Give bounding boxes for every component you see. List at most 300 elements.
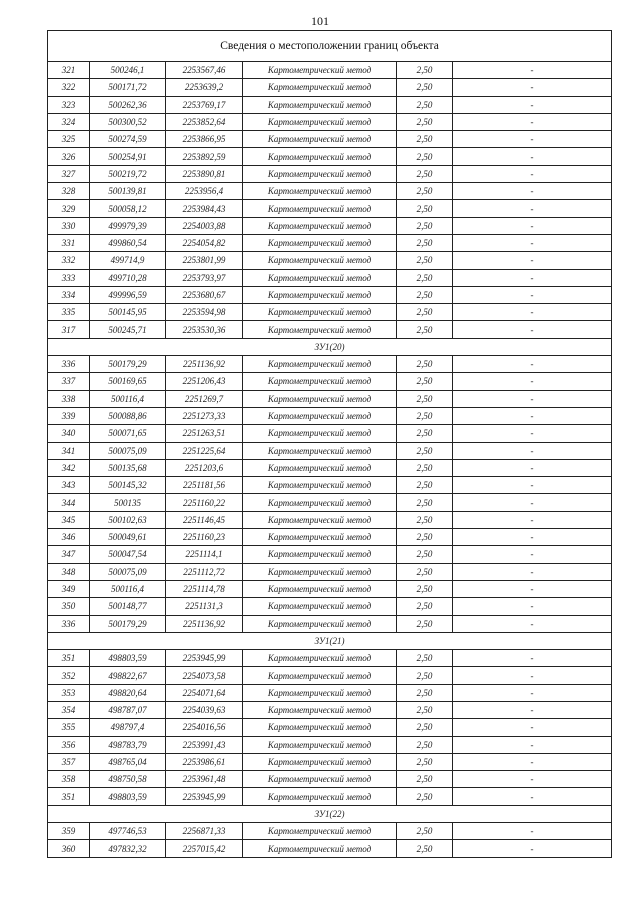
cell-precision: 2,50	[397, 598, 453, 615]
table-row	[48, 563, 612, 580]
cell-coord-x: 500145,95	[90, 304, 166, 321]
cell-precision: 2,50	[397, 390, 453, 407]
table-row	[48, 650, 612, 667]
cell-coord-x: 500179,29	[90, 615, 166, 632]
cell-description: -	[453, 442, 612, 459]
cell-coord-y: 2253892,59	[166, 148, 243, 165]
cell-precision: 2,50	[397, 580, 453, 597]
table-row	[48, 407, 612, 424]
cell-precision: 2,50	[397, 442, 453, 459]
cell-coord-x: 500139,81	[90, 183, 166, 200]
cell-coord-x: 498797,4	[90, 719, 166, 736]
cell-coord-x: 500219,72	[90, 165, 166, 182]
cell-description: -	[453, 356, 612, 373]
cell-description: -	[453, 304, 612, 321]
cell-precision: 2,50	[397, 269, 453, 286]
cell-description: -	[453, 269, 612, 286]
cell-precision: 2,50	[397, 234, 453, 251]
cell-description: -	[453, 840, 612, 857]
cell-description: -	[453, 234, 612, 251]
table-row	[48, 459, 612, 476]
table-row	[48, 200, 612, 217]
table-row	[48, 580, 612, 597]
cell-coord-x: 500116,4	[90, 580, 166, 597]
cell-coord-y: 2251160,22	[166, 494, 243, 511]
cell-coord-x: 500049,61	[90, 529, 166, 546]
table-row	[48, 511, 612, 528]
cell-coord-x: 500075,09	[90, 442, 166, 459]
cell-precision: 2,50	[397, 252, 453, 269]
cell-point-number: 343	[48, 477, 90, 494]
cell-point-number: 351	[48, 788, 90, 805]
cell-coord-x: 500274,59	[90, 131, 166, 148]
cell-description: -	[453, 407, 612, 424]
cell-precision: 2,50	[397, 200, 453, 217]
cell-coord-x: 500135,68	[90, 459, 166, 476]
cell-coord-x: 498803,59	[90, 788, 166, 805]
table-row	[48, 356, 612, 373]
cell-description: -	[453, 459, 612, 476]
cell-coord-y: 2254003,88	[166, 217, 243, 234]
table-body	[48, 31, 612, 858]
cell-description: -	[453, 131, 612, 148]
table-row	[48, 165, 612, 182]
cell-coord-y: 2251114,1	[166, 546, 243, 563]
cell-description: -	[453, 165, 612, 182]
cell-point-number: 323	[48, 96, 90, 113]
cell-point-number: 336	[48, 615, 90, 632]
cell-coord-y: 2253945,99	[166, 788, 243, 805]
cell-coord-x: 499714,9	[90, 252, 166, 269]
table-row	[48, 79, 612, 96]
cell-coord-x: 500262,36	[90, 96, 166, 113]
cell-method: Картометрический метод	[243, 407, 397, 424]
cell-description: -	[453, 390, 612, 407]
cell-coord-y: 2253801,99	[166, 252, 243, 269]
cell-coord-x: 498783,79	[90, 736, 166, 753]
cell-precision: 2,50	[397, 771, 453, 788]
table-row	[48, 234, 612, 251]
cell-description: -	[453, 113, 612, 130]
table-row	[48, 667, 612, 684]
cell-coord-y: 2251273,33	[166, 407, 243, 424]
cell-point-number: 331	[48, 234, 90, 251]
cell-precision: 2,50	[397, 753, 453, 770]
cell-precision: 2,50	[397, 719, 453, 736]
cell-method: Картометрический метод	[243, 183, 397, 200]
table-row	[48, 736, 612, 753]
cell-description: -	[453, 788, 612, 805]
cell-point-number: 329	[48, 200, 90, 217]
table-row	[48, 148, 612, 165]
cell-precision: 2,50	[397, 684, 453, 701]
section-title: ЗУ1(22)	[48, 805, 612, 822]
cell-coord-y: 2253594,98	[166, 304, 243, 321]
cell-description: -	[453, 148, 612, 165]
cell-method: Картометрический метод	[243, 788, 397, 805]
cell-precision: 2,50	[397, 667, 453, 684]
cell-point-number: 333	[48, 269, 90, 286]
table-row	[48, 131, 612, 148]
cell-coord-y: 2253530,36	[166, 321, 243, 338]
cell-description: -	[453, 580, 612, 597]
table-row	[48, 546, 612, 563]
cell-point-number: 341	[48, 442, 90, 459]
cell-precision: 2,50	[397, 529, 453, 546]
cell-coord-y: 2251263,51	[166, 425, 243, 442]
section-header-row	[48, 805, 612, 822]
cell-precision: 2,50	[397, 286, 453, 303]
cell-coord-y: 2253866,95	[166, 131, 243, 148]
cell-point-number: 345	[48, 511, 90, 528]
cell-method: Картометрический метод	[243, 165, 397, 182]
cell-description: -	[453, 684, 612, 701]
table-row	[48, 771, 612, 788]
cell-precision: 2,50	[397, 788, 453, 805]
cell-coord-y: 2251181,56	[166, 477, 243, 494]
cell-coord-x: 500075,09	[90, 563, 166, 580]
cell-coord-y: 2256871,33	[166, 823, 243, 840]
cell-method: Картометрический метод	[243, 269, 397, 286]
cell-point-number: 358	[48, 771, 90, 788]
table-row	[48, 183, 612, 200]
cell-description: -	[453, 425, 612, 442]
cell-point-number: 342	[48, 459, 90, 476]
table-row	[48, 62, 612, 79]
cell-description: -	[453, 494, 612, 511]
cell-point-number: 336	[48, 356, 90, 373]
cell-point-number: 350	[48, 598, 90, 615]
cell-coord-x: 500102,63	[90, 511, 166, 528]
table-row	[48, 321, 612, 338]
cell-coord-x: 500171,72	[90, 79, 166, 96]
cell-coord-y: 2253852,64	[166, 113, 243, 130]
cell-coord-y: 2251146,45	[166, 511, 243, 528]
cell-coord-y: 2253769,17	[166, 96, 243, 113]
table-row	[48, 494, 612, 511]
cell-coord-y: 2253961,48	[166, 771, 243, 788]
cell-point-number: 347	[48, 546, 90, 563]
cell-coord-y: 2251269,7	[166, 390, 243, 407]
cell-description: -	[453, 529, 612, 546]
cell-point-number: 344	[48, 494, 90, 511]
cell-coord-x: 499979,39	[90, 217, 166, 234]
cell-point-number: 351	[48, 650, 90, 667]
cell-coord-y: 2253639,2	[166, 79, 243, 96]
cell-method: Картометрический метод	[243, 667, 397, 684]
cell-description: -	[453, 62, 612, 79]
cell-point-number: 349	[48, 580, 90, 597]
cell-point-number: 326	[48, 148, 90, 165]
cell-method: Картометрический метод	[243, 217, 397, 234]
cell-description: -	[453, 96, 612, 113]
cell-coord-y: 2254039,63	[166, 701, 243, 718]
page-number: 101	[311, 14, 329, 28]
cell-method: Картометрический метод	[243, 563, 397, 580]
table-row	[48, 840, 612, 857]
cell-coord-y: 2251160,23	[166, 529, 243, 546]
table-row	[48, 390, 612, 407]
cell-coord-y: 2257015,42	[166, 840, 243, 857]
cell-method: Картометрический метод	[243, 79, 397, 96]
cell-coord-y: 2253890,81	[166, 165, 243, 182]
cell-method: Картометрический метод	[243, 200, 397, 217]
section-header-row	[48, 338, 612, 355]
cell-coord-y: 2251136,92	[166, 615, 243, 632]
cell-coord-x: 500058,12	[90, 200, 166, 217]
cell-description: -	[453, 719, 612, 736]
cell-precision: 2,50	[397, 183, 453, 200]
cell-method: Картометрический метод	[243, 286, 397, 303]
table-row	[48, 823, 612, 840]
cell-method: Картометрический метод	[243, 148, 397, 165]
cell-point-number: 353	[48, 684, 90, 701]
cell-coord-x: 500254,91	[90, 148, 166, 165]
cell-point-number: 330	[48, 217, 90, 234]
cell-coord-y: 2251206,43	[166, 373, 243, 390]
cell-coord-x: 499860,54	[90, 234, 166, 251]
cell-method: Картометрический метод	[243, 477, 397, 494]
cell-precision: 2,50	[397, 131, 453, 148]
cell-point-number: 356	[48, 736, 90, 753]
cell-method: Картометрический метод	[243, 356, 397, 373]
cell-precision: 2,50	[397, 425, 453, 442]
cell-coord-x: 500300,52	[90, 113, 166, 130]
cell-precision: 2,50	[397, 62, 453, 79]
table-row	[48, 373, 612, 390]
cell-precision: 2,50	[397, 546, 453, 563]
cell-coord-x: 500135	[90, 494, 166, 511]
cell-method: Картометрический метод	[243, 684, 397, 701]
cell-point-number: 337	[48, 373, 90, 390]
table-row	[48, 615, 612, 632]
cell-point-number: 352	[48, 667, 90, 684]
cell-description: -	[453, 771, 612, 788]
cell-coord-x: 498765,04	[90, 753, 166, 770]
cell-coord-x: 499710,28	[90, 269, 166, 286]
table-row	[48, 719, 612, 736]
table-title: Сведения о местоположении границ объекта	[48, 31, 612, 62]
cell-point-number: 334	[48, 286, 90, 303]
cell-coord-y: 2251112,72	[166, 563, 243, 580]
cell-method: Картометрический метод	[243, 304, 397, 321]
cell-coord-x: 500246,1	[90, 62, 166, 79]
cell-method: Картометрический метод	[243, 494, 397, 511]
cell-coord-y: 2253567,46	[166, 62, 243, 79]
cell-description: -	[453, 823, 612, 840]
cell-precision: 2,50	[397, 477, 453, 494]
cell-coord-y: 2254071,64	[166, 684, 243, 701]
cell-point-number: 325	[48, 131, 90, 148]
cell-coord-y: 2253986,61	[166, 753, 243, 770]
table-row	[48, 529, 612, 546]
cell-coord-x: 497832,32	[90, 840, 166, 857]
cell-method: Картометрический метод	[243, 736, 397, 753]
cell-method: Картометрический метод	[243, 234, 397, 251]
cell-point-number: 324	[48, 113, 90, 130]
cell-method: Картометрический метод	[243, 113, 397, 130]
table-row	[48, 753, 612, 770]
cell-coord-x: 500148,77	[90, 598, 166, 615]
cell-coord-x: 500145,32	[90, 477, 166, 494]
table-row	[48, 96, 612, 113]
cell-point-number: 322	[48, 79, 90, 96]
cell-description: -	[453, 736, 612, 753]
cell-coord-x: 500245,71	[90, 321, 166, 338]
cell-method: Картометрический метод	[243, 701, 397, 718]
cell-coord-y: 2251203,6	[166, 459, 243, 476]
cell-precision: 2,50	[397, 356, 453, 373]
cell-precision: 2,50	[397, 373, 453, 390]
cell-point-number: 359	[48, 823, 90, 840]
cell-coord-x: 500047,54	[90, 546, 166, 563]
cell-method: Картометрический метод	[243, 321, 397, 338]
cell-coord-x: 498820,64	[90, 684, 166, 701]
cell-precision: 2,50	[397, 615, 453, 632]
table-row	[48, 217, 612, 234]
cell-coord-x: 500071,65	[90, 425, 166, 442]
cell-coord-x: 497746,53	[90, 823, 166, 840]
cell-method: Картометрический метод	[243, 96, 397, 113]
cell-coord-y: 2253793,97	[166, 269, 243, 286]
cell-point-number: 335	[48, 304, 90, 321]
cell-method: Картометрический метод	[243, 252, 397, 269]
cell-method: Картометрический метод	[243, 840, 397, 857]
cell-description: -	[453, 511, 612, 528]
section-header-row	[48, 632, 612, 649]
table-title-row	[48, 31, 612, 62]
cell-precision: 2,50	[397, 96, 453, 113]
cell-method: Картометрический метод	[243, 771, 397, 788]
cell-method: Картометрический метод	[243, 390, 397, 407]
table-row	[48, 701, 612, 718]
cell-method: Картометрический метод	[243, 615, 397, 632]
table-row	[48, 425, 612, 442]
cell-coord-y: 2253945,99	[166, 650, 243, 667]
table-row	[48, 269, 612, 286]
cell-precision: 2,50	[397, 304, 453, 321]
cell-point-number: 328	[48, 183, 90, 200]
cell-description: -	[453, 321, 612, 338]
cell-method: Картометрический метод	[243, 425, 397, 442]
cell-description: -	[453, 79, 612, 96]
cell-method: Картометрический метод	[243, 373, 397, 390]
cell-method: Картометрический метод	[243, 580, 397, 597]
cell-precision: 2,50	[397, 840, 453, 857]
cell-coord-x: 499996,59	[90, 286, 166, 303]
cell-description: -	[453, 200, 612, 217]
cell-coord-x: 500088,86	[90, 407, 166, 424]
cell-method: Картометрический метод	[243, 650, 397, 667]
cell-description: -	[453, 252, 612, 269]
cell-coord-x: 498822,67	[90, 667, 166, 684]
cell-coord-x: 498750,58	[90, 771, 166, 788]
cell-method: Картометрический метод	[243, 823, 397, 840]
cell-description: -	[453, 615, 612, 632]
cell-method: Картометрический метод	[243, 719, 397, 736]
cell-point-number: 332	[48, 252, 90, 269]
cell-coord-y: 2251225,64	[166, 442, 243, 459]
table-row	[48, 442, 612, 459]
cell-point-number: 317	[48, 321, 90, 338]
cell-method: Картометрический метод	[243, 529, 397, 546]
cell-precision: 2,50	[397, 494, 453, 511]
cell-precision: 2,50	[397, 165, 453, 182]
cell-coord-y: 2253984,43	[166, 200, 243, 217]
cell-coord-x: 500169,65	[90, 373, 166, 390]
cell-description: -	[453, 477, 612, 494]
cell-coord-y: 2251136,92	[166, 356, 243, 373]
cell-coord-y: 2251114,78	[166, 580, 243, 597]
boundary-coordinates-table	[47, 30, 612, 858]
cell-method: Картометрический метод	[243, 62, 397, 79]
cell-description: -	[453, 546, 612, 563]
cell-point-number: 346	[48, 529, 90, 546]
cell-method: Картометрический метод	[243, 511, 397, 528]
cell-precision: 2,50	[397, 407, 453, 424]
cell-coord-y: 2254016,56	[166, 719, 243, 736]
cell-method: Картометрический метод	[243, 442, 397, 459]
cell-coord-y: 2254073,58	[166, 667, 243, 684]
cell-precision: 2,50	[397, 650, 453, 667]
cell-precision: 2,50	[397, 459, 453, 476]
cell-coord-x: 500116,4	[90, 390, 166, 407]
cell-coord-y: 2253991,43	[166, 736, 243, 753]
cell-method: Картометрический метод	[243, 131, 397, 148]
section-title: ЗУ1(21)	[48, 632, 612, 649]
cell-precision: 2,50	[397, 736, 453, 753]
cell-description: -	[453, 598, 612, 615]
cell-point-number: 355	[48, 719, 90, 736]
table-row	[48, 598, 612, 615]
cell-description: -	[453, 183, 612, 200]
cell-method: Картометрический метод	[243, 459, 397, 476]
cell-point-number: 354	[48, 701, 90, 718]
cell-precision: 2,50	[397, 511, 453, 528]
cell-description: -	[453, 667, 612, 684]
cell-precision: 2,50	[397, 217, 453, 234]
cell-description: -	[453, 563, 612, 580]
cell-description: -	[453, 286, 612, 303]
table-row	[48, 286, 612, 303]
cell-description: -	[453, 217, 612, 234]
table-row	[48, 113, 612, 130]
cell-precision: 2,50	[397, 79, 453, 96]
cell-coord-y: 2251131,3	[166, 598, 243, 615]
cell-point-number: 321	[48, 62, 90, 79]
cell-precision: 2,50	[397, 563, 453, 580]
cell-point-number: 327	[48, 165, 90, 182]
cell-point-number: 338	[48, 390, 90, 407]
cell-description: -	[453, 650, 612, 667]
cell-description: -	[453, 701, 612, 718]
cell-method: Картометрический метод	[243, 546, 397, 563]
cell-precision: 2,50	[397, 113, 453, 130]
cell-point-number: 357	[48, 753, 90, 770]
cell-precision: 2,50	[397, 148, 453, 165]
cell-point-number: 348	[48, 563, 90, 580]
cell-coord-y: 2253956,4	[166, 183, 243, 200]
cell-description: -	[453, 753, 612, 770]
table-row	[48, 304, 612, 321]
cell-precision: 2,50	[397, 321, 453, 338]
cell-precision: 2,50	[397, 823, 453, 840]
table-row	[48, 788, 612, 805]
section-title: ЗУ1(20)	[48, 338, 612, 355]
cell-coord-x: 500179,29	[90, 356, 166, 373]
table-row	[48, 252, 612, 269]
cell-coord-x: 498787,07	[90, 701, 166, 718]
